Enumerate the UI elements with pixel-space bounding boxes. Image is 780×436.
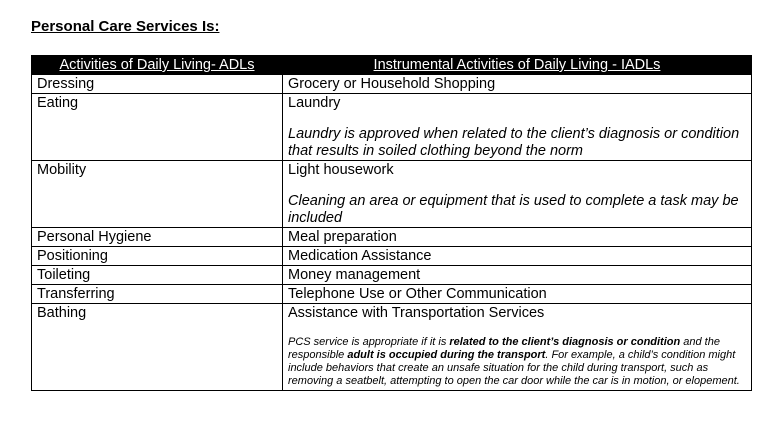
adl-cell: Mobility (32, 161, 283, 228)
table-row (32, 285, 752, 304)
iadl-label: Light housework (288, 162, 394, 178)
table-row (32, 304, 752, 391)
iadl-cell (283, 304, 752, 391)
table-row (32, 228, 752, 247)
adl-cell: Bathing (32, 304, 283, 391)
note-text: and the responsible (288, 336, 720, 361)
adl-cell: Transferring (32, 285, 283, 304)
housework-note: Cleaning an area or equipment that is used to complete a task may be included (288, 193, 739, 226)
adl-cell: Eating (32, 94, 283, 161)
table-header-row (32, 56, 752, 75)
note-bold-text: related to the client’s diagnosis or condition (449, 336, 681, 348)
personal-care-services-table (31, 55, 752, 391)
table-row (32, 94, 752, 161)
table-row (32, 266, 752, 285)
iadl-column-header: Instrumental Activities of Daily Living - IADLs (283, 56, 752, 75)
iadl-cell: Money management (283, 266, 752, 285)
iadl-cell: Grocery or Household Shopping (283, 75, 752, 94)
adl-cell: Positioning (32, 247, 283, 266)
transportation-note (288, 336, 746, 390)
note-text: PCS service is appropriate if it is (288, 336, 450, 348)
iadl-cell: Medication Assistance (283, 247, 752, 266)
iadl-label: Laundry (288, 95, 341, 111)
iadl-cell: Telephone Use or Other Communication (283, 285, 752, 304)
adl-cell: Personal Hygiene (32, 228, 283, 247)
adl-column-header: Activities of Daily Living- ADLs (32, 56, 283, 75)
iadl-cell (283, 94, 752, 161)
table-row (32, 161, 752, 228)
note-text: . For example, a child’s condition might include behaviors that create an unsafe situation for the child during transport, such as removing a seatbelt, attempting to open the car door while the car is in motion, or elopement. (288, 349, 740, 387)
adl-cell: Dressing (32, 75, 283, 94)
iadl-label: Assistance with Transportation Services (288, 305, 545, 321)
table-row (32, 247, 752, 266)
table-row (32, 75, 752, 94)
iadl-cell (283, 161, 752, 228)
laundry-note: Laundry is approved when related to the client’s diagnosis or condition that results in soiled clothing beyond the norm (288, 126, 740, 159)
adl-cell: Toileting (32, 266, 283, 285)
page-title: Personal Care Services Is: (31, 18, 220, 35)
iadl-cell: Meal preparation (283, 228, 752, 247)
note-bold-text: adult is occupied during the transport (347, 349, 546, 361)
